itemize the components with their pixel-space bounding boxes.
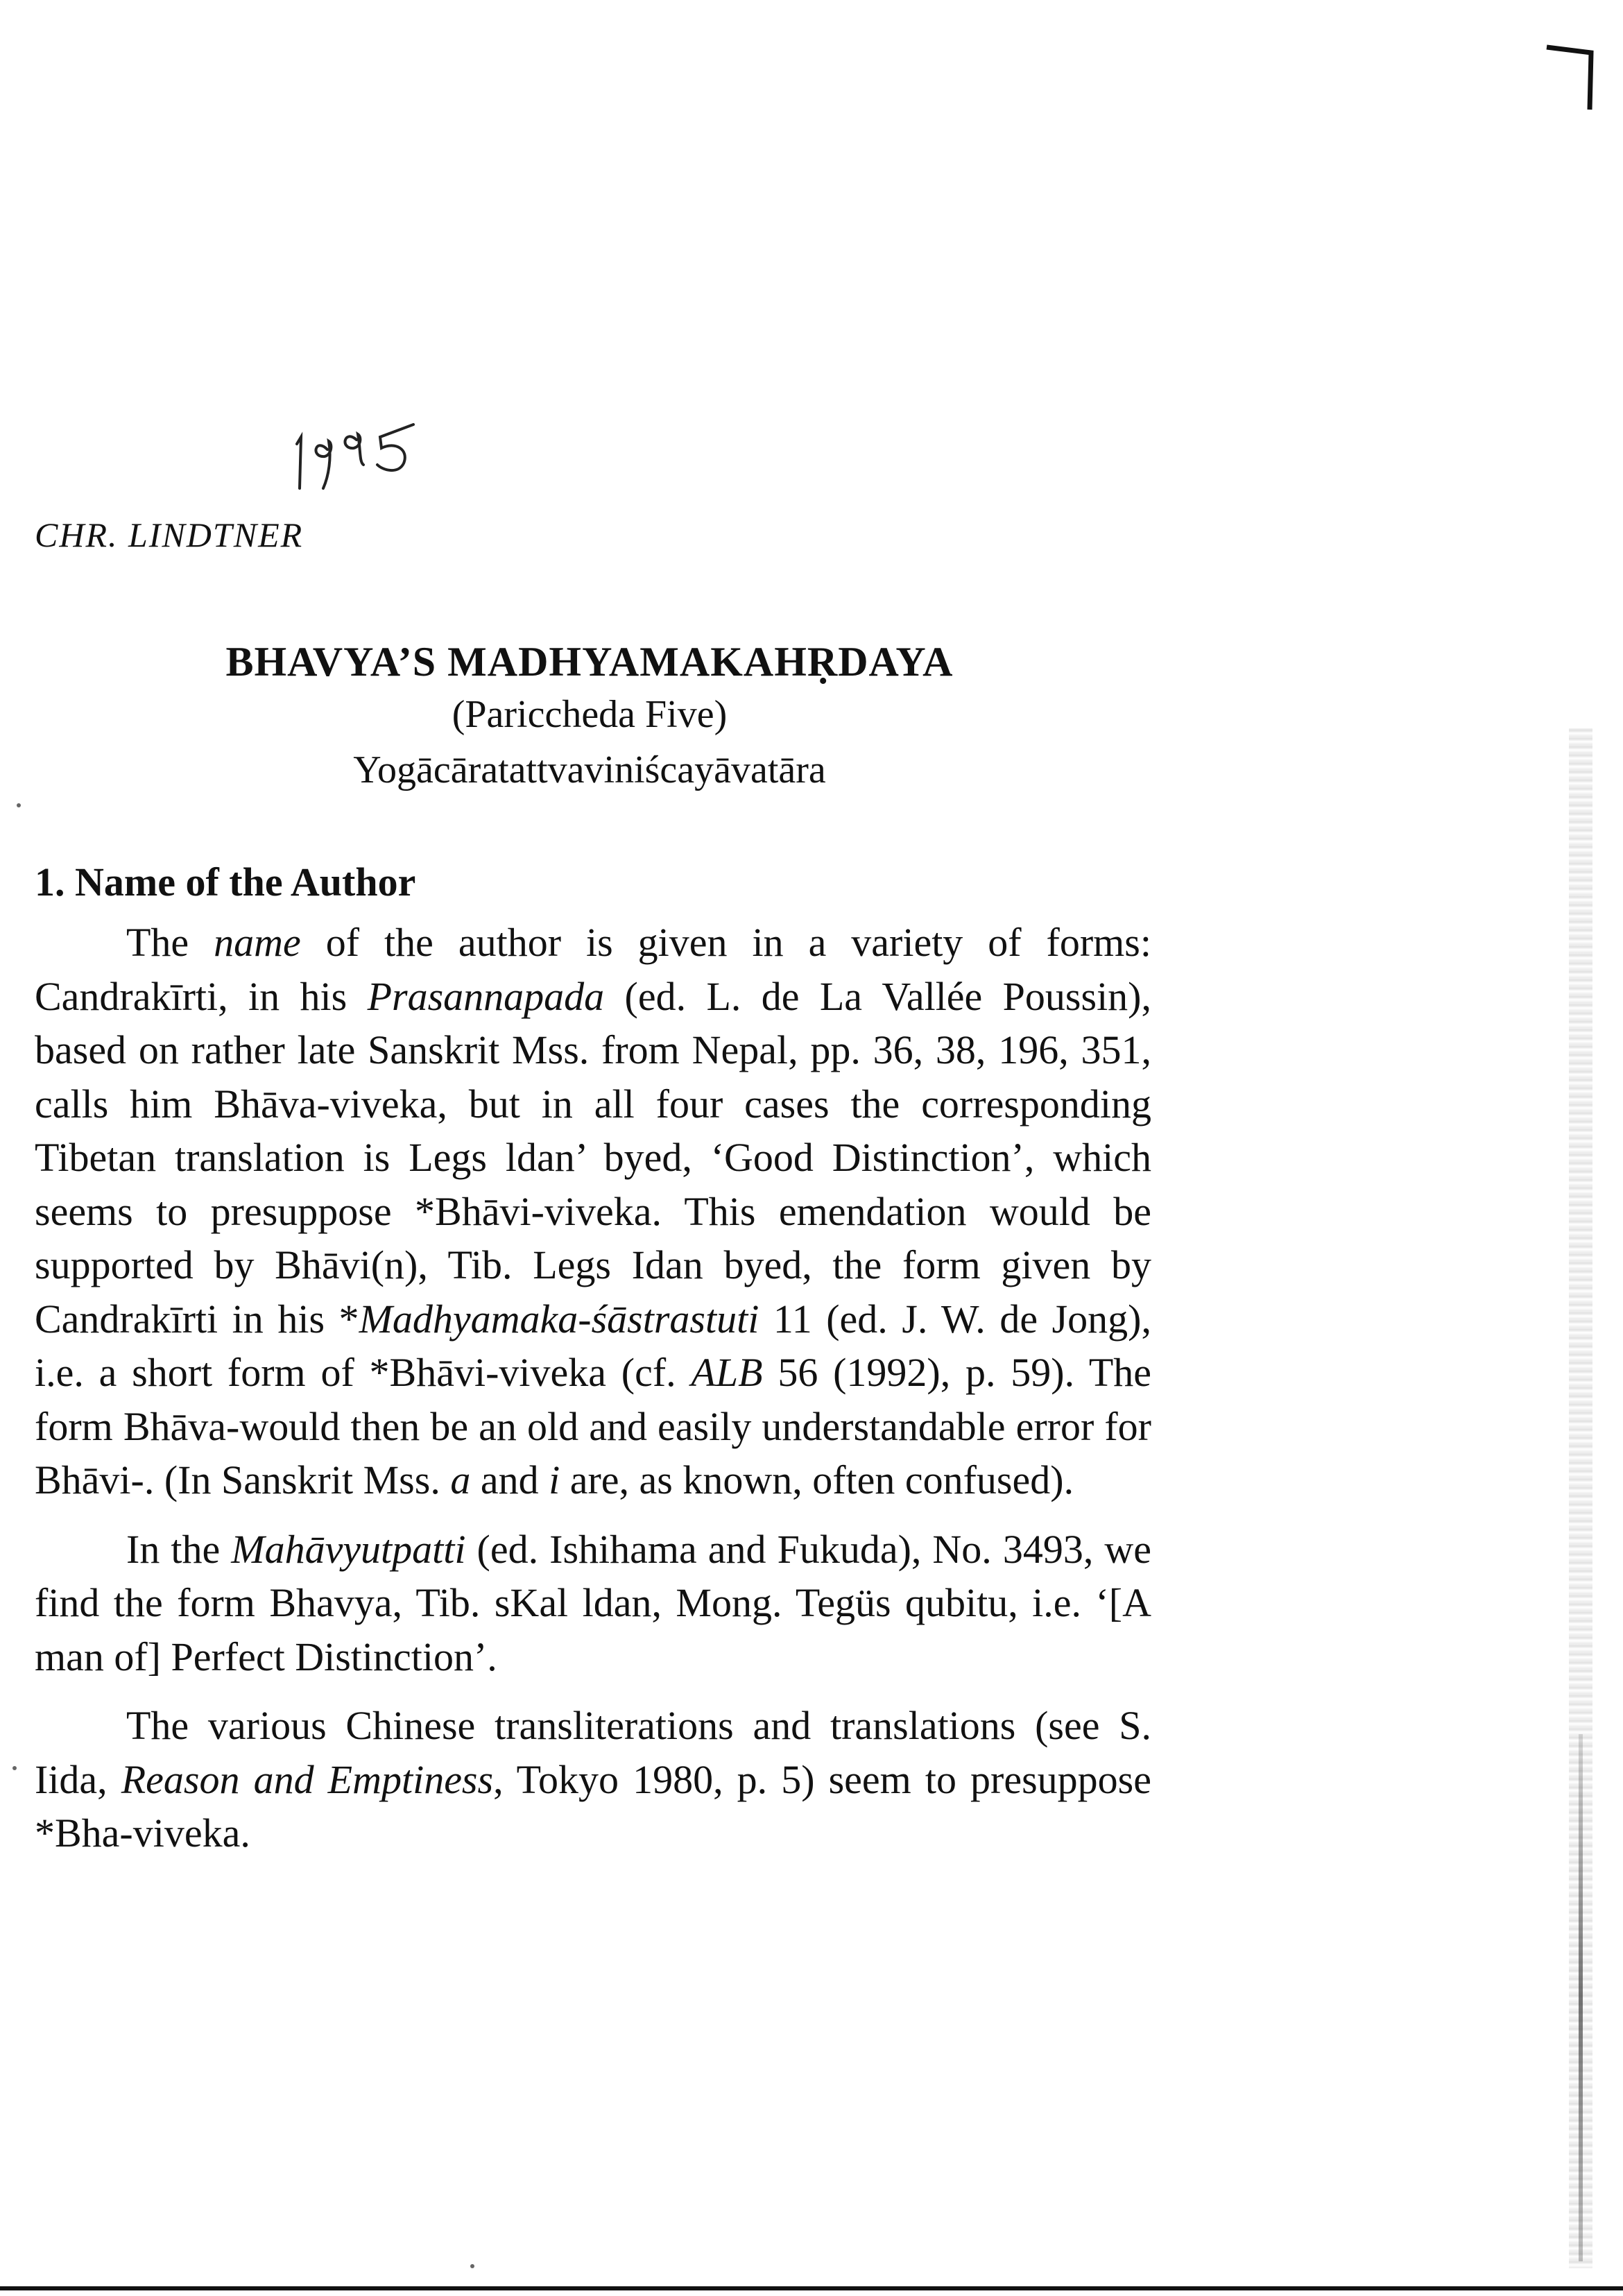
italic-run: Prasannapada <box>367 973 605 1019</box>
scan-speck <box>12 1766 17 1770</box>
section-heading: 1. Name of the Author <box>35 859 416 905</box>
text-run: In the <box>126 1526 232 1572</box>
paragraph-name-forms <box>35 916 1151 1507</box>
text-run: of the author is given in a variety of forms: Candrakīrti, in his <box>35 920 1151 1019</box>
corner-crop-mark <box>1545 43 1594 112</box>
text-run: The <box>126 920 214 965</box>
text-run: (ed. Ishihama and Fukuda), No. 3493, we find the form Bhavya, Tib. sKal ldan, Mong. Tegüs qubitu, i.e. ‘[A man of] Perfect Distinction’. <box>35 1526 1152 1679</box>
author-name: CHR. LINDTNER <box>35 515 304 554</box>
italic-run: name <box>214 920 301 965</box>
text-run: 56 (1992), p. 59). The form Bhāva-would then be an old and easily understandable error for Bhāvi-. (In Sanskrit Mss. <box>35 1350 1151 1502</box>
article-subtitle: (Pariccheda Five) <box>452 693 728 736</box>
title-block <box>0 637 1179 798</box>
sanskrit-title: Yogācāratattvaviniścayāvatāra <box>353 748 826 791</box>
italic-run: i <box>549 1457 560 1502</box>
scan-speck <box>470 2264 474 2268</box>
text-run: are, as known, often confused). <box>560 1457 1074 1502</box>
italic-run: a <box>450 1457 471 1502</box>
italic-run: Mahāvyutpatti <box>231 1526 466 1572</box>
text-run: and <box>470 1457 549 1502</box>
handwritten-year-note <box>291 416 430 492</box>
paragraph-mahavyutpatti <box>35 1523 1151 1684</box>
scan-speck <box>17 803 21 807</box>
italic-run: Madhyamaka-śāstrastuti <box>359 1296 759 1342</box>
italic-run: Reason and Emptiness <box>121 1756 494 1802</box>
text-run: , Tokyo 1980, p. 5) seem to presuppose *Bha-viveka. <box>35 1756 1151 1856</box>
paragraph-chinese-transliterations <box>35 1699 1151 1860</box>
text-run: The various Chinese transliterations and translations (see S. Iida, <box>35 1703 1151 1802</box>
article-title: BHAVYA’S MADHYAMAKAHṚDAYA <box>225 639 954 685</box>
body-text <box>35 916 1151 1876</box>
page-bottom-edge <box>0 2286 1623 2290</box>
scan-edge-shadow <box>1579 1734 1583 2261</box>
italic-run: ALB <box>691 1350 763 1395</box>
text-run: (ed. L. de La Vallée Poussin), based on rather late Sanskrit Mss. from Nepal, pp. 36, 38, 196, 351, calls him Bhāva-viveka, but in all four cases the corresponding Tibetan translation is Legs ldan’ byed, ‘Good Distinction’, which seems to presuppose *Bhāvi-viveka. This emendation would be supported by Bhāvi(n), Tib. Legs Idan byed, the form given by Candrakīrti in his * <box>35 973 1151 1342</box>
text-run: 11 (ed. J. W. de Jong), i.e. a short form of *Bhāvi-viveka (cf. <box>35 1296 1151 1395</box>
